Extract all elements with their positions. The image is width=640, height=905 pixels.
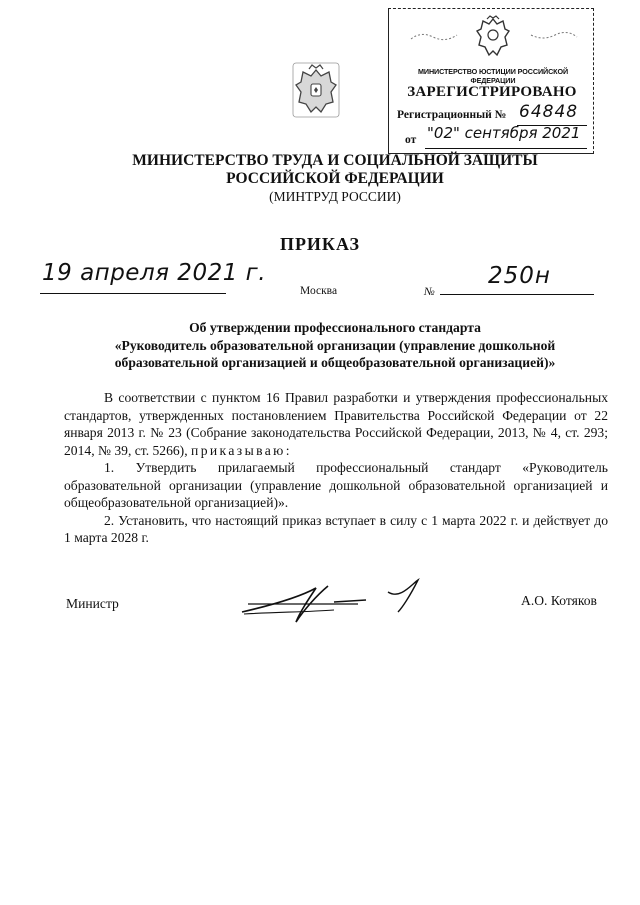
state-emblem-icon bbox=[292, 62, 340, 118]
ministry-name-line2: РОССИЙСКОЙ ФЕДЕРАЦИИ bbox=[226, 170, 444, 187]
order-body bbox=[64, 389, 608, 547]
order-number: 250н bbox=[488, 263, 551, 289]
stamp-ministry: МИНИСТЕРСТВО ЮСТИЦИИ РОССИЙСКОЙ ФЕДЕРАЦИИ bbox=[417, 67, 569, 85]
body-item-2: 2. Установить, что настоящий приказ вступает в силу с 1 марта 2022 г. и действует до 1 марта 2028 г. bbox=[64, 512, 608, 545]
signature-name: А.О. Котяков bbox=[521, 593, 597, 608]
signature-position: Министр bbox=[66, 596, 119, 611]
stamp-status: ЗАРЕГИСТРИРОВАНО bbox=[407, 84, 577, 100]
body-intro-text: В соответствии с пунктом 16 Правил разработки и утверждения профессиональных стандартов, утвержденных постановлением Правительства Российской Федерации от 22 января 2013 г. № 23 (Собрание законодательства Российской Федерации, 2013, № 4, ст. 293; 2014, № 39, ст. 5266), bbox=[64, 390, 608, 458]
date-underline bbox=[40, 293, 226, 294]
ministry-short-name: (МИНТРУД РОССИИ) bbox=[269, 189, 401, 204]
order-date: 19 апреля 2021 г. bbox=[42, 260, 267, 286]
stamp-reg-number: 64848 bbox=[519, 102, 579, 122]
body-intro bbox=[64, 389, 608, 459]
body-item-1: 1. Утвердить прилагаемый профессиональный стандарт «Руководитель образовательной организации (управление дошкольной образовательной организацией и общеобразовательной организацией)». bbox=[64, 460, 608, 510]
number-underline bbox=[440, 294, 594, 295]
order-number-sign: № bbox=[424, 286, 435, 298]
stamp-decor-right-icon bbox=[529, 27, 579, 45]
handwritten-signature bbox=[238, 578, 428, 628]
stamp-from-label: от bbox=[405, 134, 417, 146]
stamp-from-date: "02" сентября 2021 bbox=[427, 124, 581, 142]
ministry-name-line1: МИНИСТЕРСТВО ТРУДА И СОЦИАЛЬНОЙ ЗАЩИТЫ bbox=[132, 152, 538, 169]
body-intro-command: приказываю: bbox=[191, 442, 292, 458]
registration-stamp bbox=[388, 8, 594, 154]
order-title bbox=[70, 319, 600, 372]
title-line2: «Руководитель образовательной организации (управление дошкольной bbox=[114, 337, 556, 353]
stamp-from-underline bbox=[425, 148, 587, 149]
stamp-decor-left-icon bbox=[409, 27, 459, 45]
order-heading: ПРИКАЗ bbox=[279, 234, 361, 254]
stamp-reg-label: Регистрационный № bbox=[397, 109, 507, 121]
ministry-header bbox=[100, 152, 570, 206]
order-city: Москва bbox=[300, 285, 338, 297]
emblem-icon bbox=[475, 15, 511, 59]
title-line3: образовательной организацией и общеобразовательной организацией)» bbox=[114, 355, 556, 370]
title-line1: Об утверждении профессионального стандарта bbox=[189, 320, 481, 335]
